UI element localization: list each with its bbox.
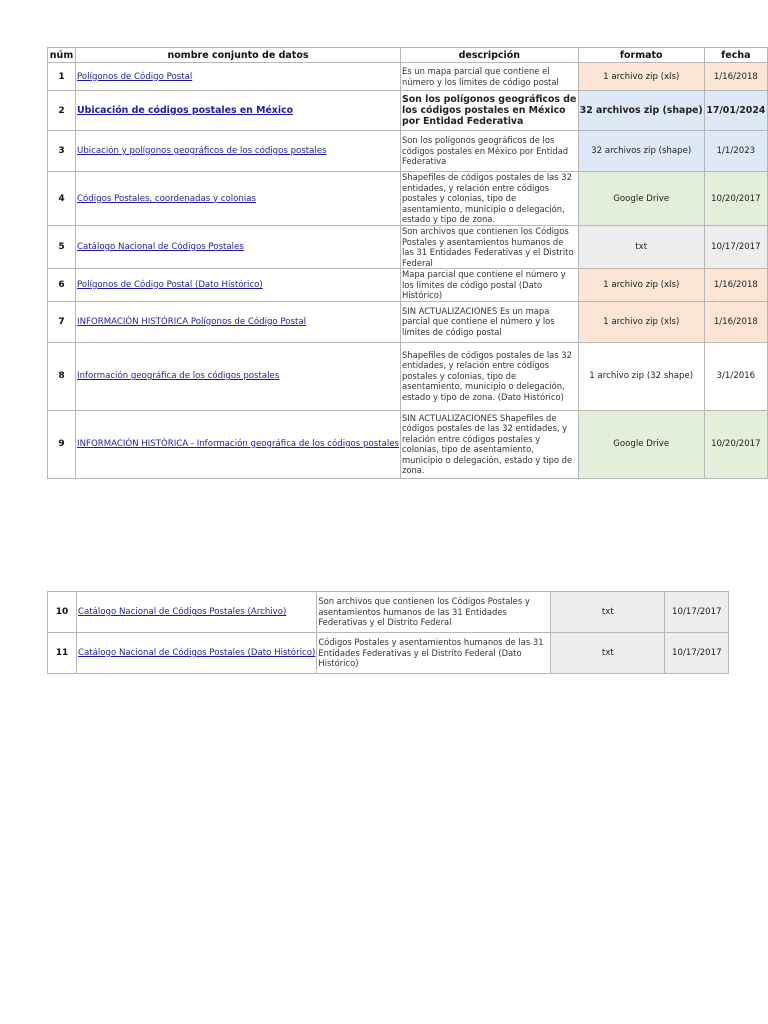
row-number: 9 [48,410,76,478]
dataset-date: 10/20/2017 [704,172,767,226]
dataset-link[interactable]: Información geográfica de los códigos postales [77,371,280,381]
header-row [48,48,768,63]
table-row [48,131,768,172]
dataset-description: Es un mapa parcial que contiene el número y los límites de código postal [400,63,578,91]
dataset-link[interactable]: Catálogo Nacional de Códigos Postales (Dato Histórico) [78,648,316,658]
dataset-link[interactable]: INFORMACIÓN HISTÓRICA - Información geográfica de los códigos postales [77,439,399,449]
dataset-format: txt [578,226,704,269]
dataset-format: 32 archivos zip (shape) [578,91,704,131]
row-number: 10 [48,592,77,633]
row-number: 5 [48,226,76,269]
header-description: descripción [400,48,578,63]
dataset-description: SIN ACTUALIZACIONES Es un mapa parcial que contiene el número y los límites de código postal [400,301,578,342]
dataset-description: Mapa parcial que contiene el número y los límites de código postal (Dato Histórico) [400,269,578,302]
header-num: núm [48,48,76,63]
header-date: fecha [704,48,767,63]
dataset-format: Google Drive [578,410,704,478]
dataset-description: SIN ACTUALIZACIONES Shapefiles de códigos postales de las 32 entidades, y relación entre códigos postales y colonias, tipo de asentamiento, municipio o delegación, estado y tipo de zona. [400,410,578,478]
dataset-date: 1/16/2018 [704,301,767,342]
row-number: 4 [48,172,76,226]
dataset-description: Son archivos que contienen los Códigos Postales y asentamientos humanos de las 31 Entidades Federativas y el Distrito Federal [400,226,578,269]
dataset-link[interactable]: Catálogo Nacional de Códigos Postales [77,242,244,252]
table-row [48,410,768,478]
dataset-description: Son archivos que contienen los Códigos Postales y asentamientos humanos de las 31 Entidades Federativas y el Distrito Federal [317,592,551,633]
row-number: 11 [48,633,77,674]
dataset-format: 1 archivo zip (xls) [578,63,704,91]
datasets-table-2 [47,591,729,674]
dataset-date: 17/01/2024 [704,91,767,131]
row-number: 3 [48,131,76,172]
row-number: 1 [48,63,76,91]
dataset-link[interactable]: Polígonos de Código Postal (Dato Histórico) [77,279,263,290]
table-row [48,226,768,269]
header-name: nombre conjunto de datos [76,48,401,63]
table-row [48,63,768,91]
table-row [48,342,768,410]
dataset-date: 3/1/2016 [704,342,767,410]
dataset-link[interactable]: Ubicación de códigos postales en México [77,105,294,116]
dataset-date: 1/16/2018 [704,63,767,91]
table-row [48,592,729,633]
dataset-format: txt [551,633,665,674]
dataset-date: 10/17/2017 [704,226,767,269]
dataset-date: 1/1/2023 [704,131,767,172]
dataset-description: Son los polígonos geográficos de los códigos postales en México por Entidad Federativa [400,91,578,131]
dataset-format: txt [551,592,665,633]
dataset-link[interactable]: INFORMACIÓN HISTÓRICA Polígonos de Código Postal [77,316,307,327]
dataset-format: 1 archivo zip (xls) [578,301,704,342]
table-row [48,91,768,131]
table-row [48,301,768,342]
dataset-date: 10/17/2017 [665,633,729,674]
dataset-description: Son los polígonos geográficos de los códigos postales en México por Entidad Federativa [400,131,578,172]
dataset-description: Códigos Postales y asentamientos humanos de las 31 Entidades Federativas y el Distrito Federal (Dato Histórico) [317,633,551,674]
dataset-link[interactable]: Ubicación y polígonos geográficos de los códigos postales [77,146,327,156]
dataset-format: 1 archivo zip (32 shape) [578,342,704,410]
table-row [48,269,768,302]
row-number: 6 [48,269,76,302]
dataset-format: 32 archivos zip (shape) [578,131,704,172]
row-number: 8 [48,342,76,410]
table-row [48,633,729,674]
dataset-date: 10/20/2017 [704,410,767,478]
row-number: 2 [48,91,76,131]
dataset-description: Shapefiles de códigos postales de las 32 entidades, y relación entre códigos postales y colonias, tipo de asentamiento, municipio o delegación, estado y tipo de zona. [400,172,578,226]
header-format: formato [578,48,704,63]
datasets-table [47,47,768,479]
dataset-description: Shapefiles de códigos postales de las 32 entidades, y relación entre códigos postales y colonias, tipo de asentamiento, municipio o delegación, estado y tipo de zona. (Dato Histórico) [400,342,578,410]
row-number: 7 [48,301,76,342]
dataset-date: 1/16/2018 [704,269,767,302]
table-row [48,172,768,226]
dataset-link[interactable]: Catálogo Nacional de Códigos Postales (Archivo) [78,607,287,617]
dataset-format: 1 archivo zip (xls) [578,269,704,302]
dataset-link[interactable]: Códigos Postales, coordenadas y colonias [77,193,256,204]
dataset-link[interactable]: Polígonos de Código Postal [77,71,193,82]
dataset-date: 10/17/2017 [665,592,729,633]
dataset-format: Google Drive [578,172,704,226]
